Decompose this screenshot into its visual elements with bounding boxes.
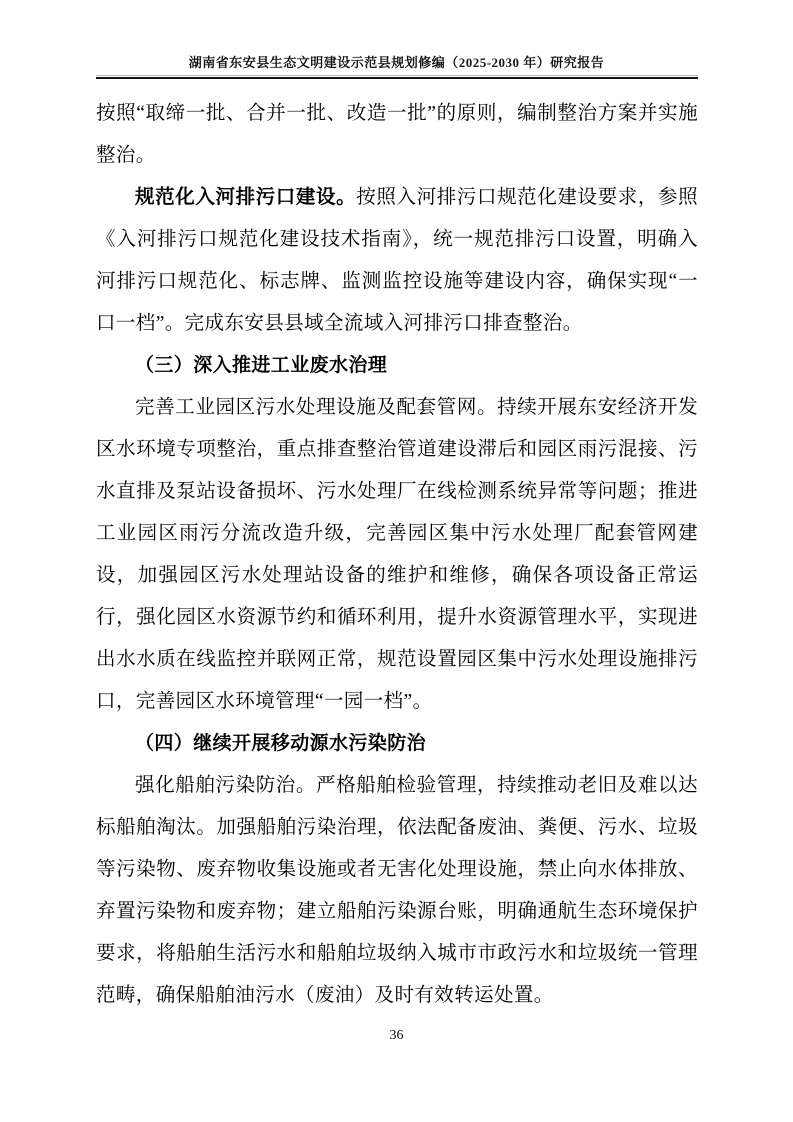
paragraph-outfall-text: 按照入河排污口规范化建设要求，参照《入河排污口规范化建设技术指南》，统一规范排污口设置，明确入河排污口规范化、标志牌、监测监控设施等建设内容，确保实现“一口一档”。完成东安县县域全流域入河排污口排查整治。 [96, 187, 698, 334]
paragraph-continuation: 按照“取缔一批、合并一批、改造一批”的原则，编制整治方案并实施整治。 [96, 103, 698, 166]
page-number: 36 [389, 1028, 404, 1043]
paragraph-outfall-lead: 规范化入河排污口建设。 [135, 187, 357, 208]
paragraph-ship-pollution: 强化船舶污染防治。严格船舶检验管理，持续推动老旧及难以达标船舶淘汰。加强船舶污染治理，依法配备废油、粪便、污水、垃圾等污染物、废弃物收集设施或者无害化处理设施，禁止向水体排放、弃置污染物和废弃物；建立船舶污染源台账，明确通航生态环境保护要求，将船舶生活污水和船舶垃圾纳入城市市政污水和垃圾统一管理范畴，确保船舶油污水（废油）及时有效转运处置。 [96, 775, 698, 1006]
paragraph-industrial-wastewater: 完善工业园区污水处理设施及配套管网。持续开展东安经济开发区水环境专项整治，重点排查整治管道建设滞后和园区雨污混接、污水直排及泵站设备损坏、污水处理厂在线检测系统异常等问题；推进工业园区雨污分流改造升级，完善园区集中污水处理厂配套管网建设，加强园区污水处理站设备的维护和维修，确保各项设备正常运行，强化园区水资源节约和循环利用，提升水资源管理水平，实现进出水水质在线监控并联网正常，规范设置园区集中污水处理设施排污口，完善园区水环境管理“一园一档”。 [96, 397, 698, 712]
header-rule-thin-line [96, 75, 698, 76]
page-header-title: 湖南省东安县生态文明建设示范县规划修编（2025-2030 年）研究报告 [188, 55, 605, 70]
header-rule [96, 75, 698, 79]
section-heading-industrial-wastewater: （三）深入推进工业废水治理 [135, 355, 388, 376]
document-body [96, 93, 698, 1017]
section-heading-mobile-source: （四）继续开展移动源水污染防治 [135, 733, 427, 754]
header-rule-thick-line [96, 77, 698, 79]
page-footer [0, 1028, 793, 1044]
paragraph-outfall [96, 177, 698, 345]
